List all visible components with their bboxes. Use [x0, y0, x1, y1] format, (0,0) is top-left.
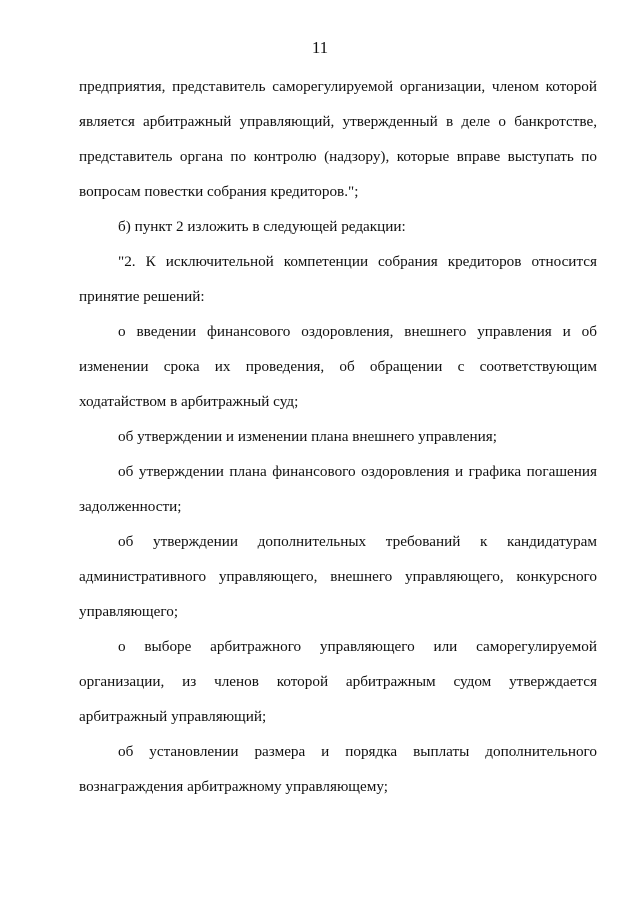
paragraph-continuation: предприятия, представитель саморегулируемой организации, членом которой является арбитражный управляющий, утвержденный в деле о банкротстве, представитель органа по контролю (надзору), которые вправе выступать по вопросам повестки собрания кредиторов.";	[79, 78, 597, 200]
paragraph-external-plan: об утверждении и изменении плана внешнего управления;	[118, 428, 497, 445]
paragraph-point-2: "2. К исключительной компетенции собрания кредиторов относится принятие решений:	[79, 253, 597, 305]
paragraph-remuneration: об установлении размера и порядка выплаты дополнительного вознаграждения арбитражному управляющему;	[79, 743, 597, 795]
paragraph-debt-schedule: об утверждении плана финансового оздоровления и графика погашения задолженности;	[79, 463, 597, 515]
document-body	[79, 69, 597, 804]
paragraph-financial-recovery: о введении финансового оздоровления, внешнего управления и об изменении срока их проведения, об обращении с соответствующим ходатайством в арбитражный суд;	[79, 323, 597, 410]
paragraph-candidate-requirements: об утверждении дополнительных требований к кандидатурам административного управляющего, внешнего управляющего, конкурсного управляющего;	[79, 533, 597, 620]
paragraph-manager-selection: о выборе арбитражного управляющего или саморегулируемой организации, из членов которой арбитражным судом утверждается арбитражный управляющий;	[79, 638, 597, 725]
page-number: 11	[311, 38, 329, 57]
paragraph-subpoint-b: б) пункт 2 изложить в следующей редакции:	[118, 218, 406, 235]
